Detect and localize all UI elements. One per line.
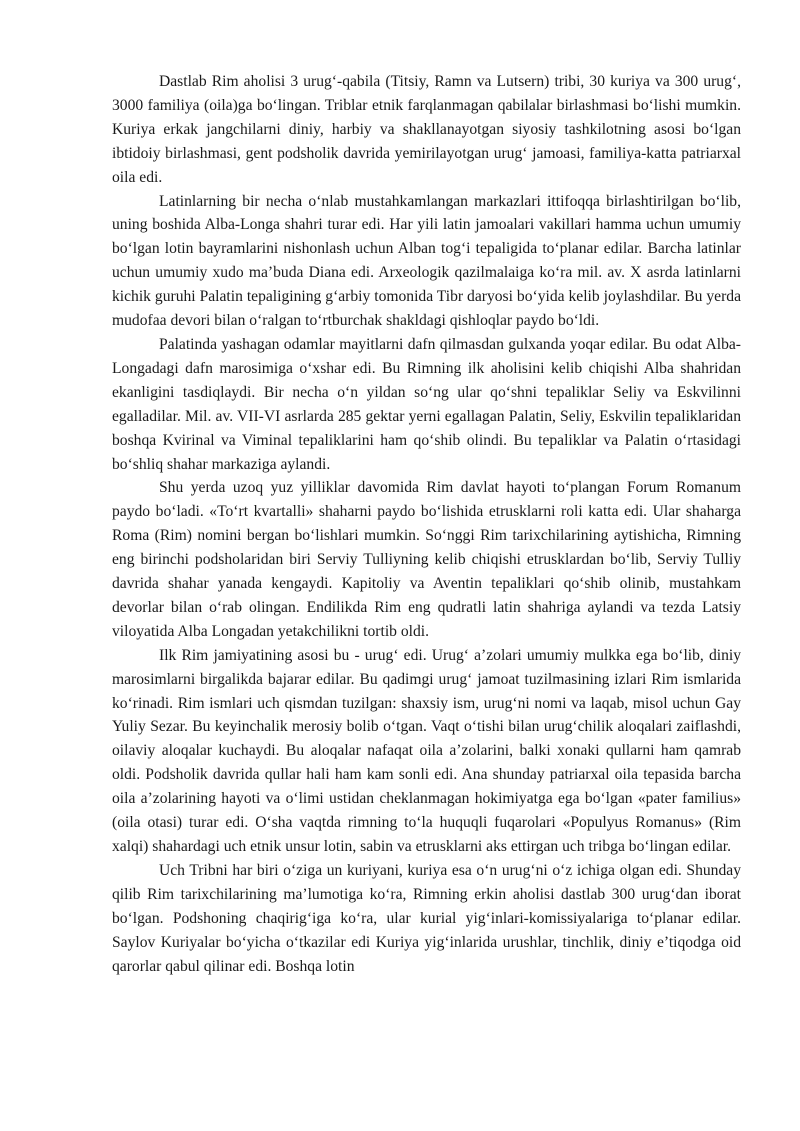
paragraph-palatine: Palatinda yashagan odamlar mayitlarni dafn qilmasdan gulxanda yoqar edilar. Bu odat Alba-Longadagi dafn marosimiga o‘xshar edi. Bu Rimning ilk aholisini kelib chiqishi Alba shahridan ekanligini tasdiqlaydi. Bir necha o‘n yildan so‘ng ular qo‘shni tepaliklar Seliy va Eskvilinni egalladilar. Mil. av. VII-VI asrlarda 285 gektar yerni egallagan Palatin, Seliy, Eskvilin tepaliklaridan boshqa Kvirinal va Viminal tepaliklarini ham qo‘shib olindi. Bu tepaliklar va Palatin o‘rtasidagi bo‘shliq shahar markaziga aylandi. [112, 335, 741, 473]
paragraph-clan: Ilk Rim jamiyatining asosi bu - urug‘ edi. Urug‘ a’zolari umumiy mulkka ega bo‘lib, diniy marosimlarni birgalikda bajarar edilar. Bu qadimgi urug‘ jamoat tuzilmasining izlari Rim ismlarida ko‘rinadi. Rim ismlari uch qismdan tuzilgan: shaxsiy ism, urug‘ni nomi va laqab, misol uchun Gay Yuliy Sezar. Bu keyinchalik merosiy bolib o‘tgan. Vaqt o‘tishi bilan urug‘chilik aloqalari zaiflashdi, oilaviy aloqalar kuchaydi. Bu aloqalar nafaqat oila a’zolarini, balki xonaki qullarni ham qamrab oldi. Podsholik davrida qullar hali ham kam sonli edi. Ana shunday patriarxal oila tepasida barcha oila a’zolarining hayoti va o‘limi ustidan cheklanmagan hokimiyatga ega bo‘lgan «pater familius» (oila otasi) turar edi. O‘sha vaqtda rimning to‘la huquqli fuqarolari «Populyus Romanus» (Rim xalqi) shahardagi uch etnik unsur lotin, sabin va etrusklarni aks ettirgan uch tribga bo‘lingan edilar. [112, 646, 741, 855]
paragraph-latins: Latinlarning bir necha o‘nlab mustahkamlangan markazlari ittifoqqa birlashtirilgan bo‘lib, uning boshida Alba-Longa shahri turar edi. Har yili latin jamoalari vakillari hamma uchun umumiy bo‘lgan lotin bayramlarini nishonlash uchun Alban tog‘i tepaligida to‘planar edilar. Barcha latinlar uchun umumiy xudo ma’buda Diana edi. Arxeologik qazilmalaiga ko‘ra mil. av. X asrda latinlarni kichik guruhi Palatin tepaligining g‘arbiy tomonida Tibr daryosi bo‘yida kelib joylashdilar. Bu yerda mudofaa devori bilan o‘ralgan to‘rtburchak shakldagi qishloqlar paydo bo‘ldi. [112, 192, 741, 330]
document-page [112, 70, 741, 978]
paragraph-tribes: Dastlab Rim aholisi 3 urug‘-qabila (Titsiy, Ramn va Lutsern) tribi, 30 kuriya va 300 urug‘, 3000 familiya (oila)ga bo‘lingan. Triblar etnik farqlanmagan qabilalar birlashmasi bo‘lishi mumkin. Kuriya erkak jangchilarni diniy, harbiy va shakllanayotgan siyosiy tashkilotning asosi bo‘lgan ibtidoiy birlashmasi, gent podsholik davrida yemirilayotgan urug‘ jamoasi, familiya-katta patriarxal oila edi. [112, 73, 741, 186]
paragraph-curiae: Uch Tribni har biri o‘ziga un kuriyani, kuriya esa o‘n urug‘ni o‘z ichiga olgan edi. Shunday qilib Rim tarixchilarining ma’lumotiga ko‘ra, Rimning erkin aholisi dastlab 300 urug‘dan iborat bo‘lgan. Podshoning chaqirig‘iga ko‘ra, ular kurial yig‘inlari-komissiyalariga to‘planar edilar. Saylov Kuriyalar bo‘yicha o‘tkazilar edi Kuriya yig‘inlarida urushlar, tinchlik, diniy e’tiqodga oid qarorlar qabul qilinar edi. Boshqa lotin [112, 861, 741, 975]
paragraph-forum: Shu yerda uzoq yuz yilliklar davomida Rim davlat hayoti to‘plangan Forum Romanum paydo bo‘ladi. «To‘rt kvartalli» shaharni paydo bo‘lishida etrusklarni roli katta edi. Ular shaharga Roma (Rim) nomini bergan bo‘lishlari mumkin. So‘nggi Rim tarixchilarining aytishicha, Rimning eng birinchi podsholaridan biri Serviy Tulliyning kelib chiqishi etrusklardan bo‘lib, Serviy Tulliy davrida shahar yanada kengaydi. Kapitoliy va Aventin tepaliklari qo‘shib olinib, mustahkam devorlar bilan o‘rab olingan. Endilikda Rim eng qudratli latin shahriga aylandi va tezda Latsiy viloyatida Alba Longadan yetakchilikni tortib oldi. [112, 479, 741, 640]
